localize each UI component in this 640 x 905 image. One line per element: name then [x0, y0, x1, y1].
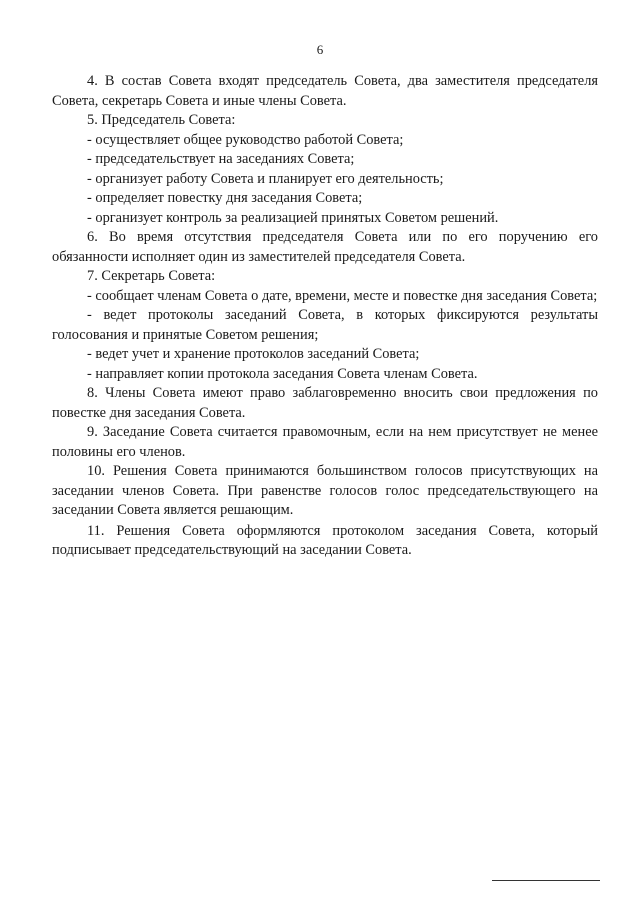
paragraph-8: 8. Члены Совета имеют право заблаговременно вносить свои предложения по повестке дня заседания Совета. [52, 385, 598, 421]
chairman-duty-item: - председательствует на заседаниях Совета; [87, 151, 355, 167]
chairman-duty-item: - организует контроль за реализацией принятых Советом решений. [87, 209, 499, 226]
paragraph-7-heading: 7. Секретарь Совета: [87, 268, 216, 284]
paragraph-5-heading: 5. Председатель Совета: [87, 112, 236, 128]
paragraph-11: 11. Решения Совета оформляются протоколом заседания Совета, который подписывает председательствующий на заседании Совета. [52, 522, 598, 558]
paragraph-6: 6. Во время отсутствия председателя Совета или по его поручению его обязанности исполняет один из заместителей председателя Совета. [52, 229, 598, 265]
document-body [52, 72, 598, 561]
footer-rule [492, 880, 600, 881]
secretary-duty-item: - сообщает членам Совета о дате, времени, месте и повестке дня заседания Совета; [87, 287, 598, 304]
page-number: 6 [316, 42, 324, 57]
chairman-duty-item: - определяет повестку дня заседания Совета; [87, 190, 363, 206]
paragraph-10: 10. Решения Совета принимаются большинством голосов присутствующих на заседании членов Совета. При равенстве голосов голос председательствующего на заседании Совета является решающим. [52, 463, 598, 518]
secretary-duty-item: - ведет протоколы заседаний Совета, в которых фиксируются результаты голосования и принятые Советом решения; [52, 307, 598, 343]
paragraph-4: 4. В состав Совета входят председатель Совета, два заместителя председателя Совета, секретарь Совета и иные члены Совета. [52, 73, 598, 109]
chairman-duty-item: - осуществляет общее руководство работой Совета; [87, 131, 404, 148]
paragraph-9: 9. Заседание Совета считается правомочным, если на нем присутствует не менее половины его членов. [52, 424, 598, 460]
secretary-duty-item: - ведет учет и хранение протоколов заседаний Совета; [87, 346, 420, 362]
secretary-duty-item: - направляет копии протокола заседания Совета членам Совета. [87, 365, 478, 382]
chairman-duty-item: - организует работу Совета и планирует его деятельность; [87, 170, 444, 187]
